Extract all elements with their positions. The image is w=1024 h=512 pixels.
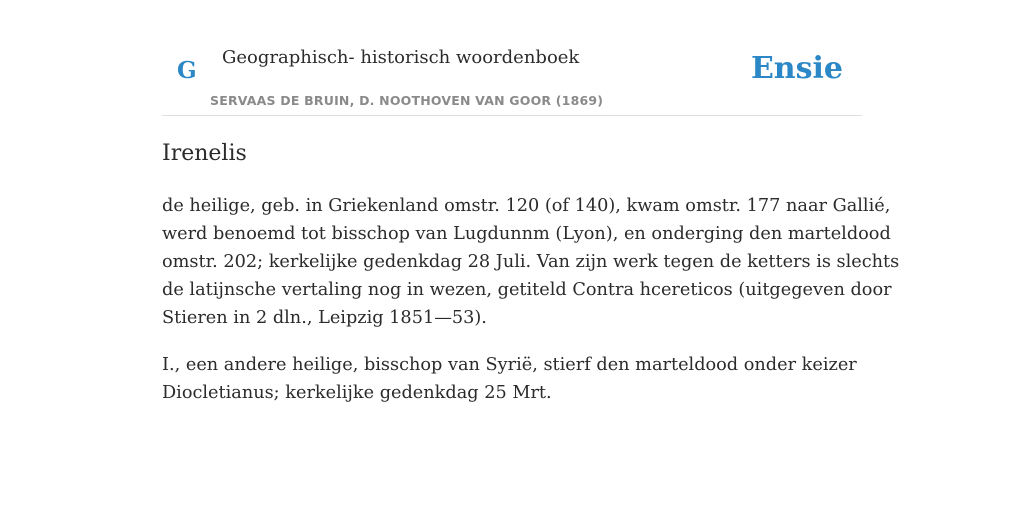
paragraph-line: Diocletianus; kerkelijke gedenkdag 25 Mrt. <box>162 383 552 403</box>
book-title-link[interactable]: Geographisch- historisch woordenboek <box>222 47 580 68</box>
paragraph-line: de latijnsche vertaling nog in wezen, getiteld Contra hcereticos (uitgegeven door <box>162 280 892 300</box>
paragraph-line: werd benoemd tot bisschop van Lugdunnm (Lyon), en onderging den marteldood <box>162 224 891 244</box>
entry-paragraph-2 <box>162 351 862 407</box>
paragraph-line: Stieren in 2 dln., Leipzig 1851—53). <box>162 308 487 328</box>
book-letter-icon[interactable]: G <box>177 57 197 84</box>
paragraph-line: omstr. 202; kerkelijke gedenkdag 28 Juli. Van zijn werk tegen de ketters is slechts <box>162 252 900 272</box>
ensie-logo-link[interactable]: Ensie <box>750 51 843 86</box>
paragraph-line: de heilige, geb. in Griekenland omstr. 120 (of 140), kwam omstr. 177 naar Gallié, <box>162 196 891 216</box>
book-authors: SERVAAS DE BRUIN, D. NOOTHOVEN VAN GOOR (1869) <box>210 93 604 108</box>
book-header <box>162 0 862 116</box>
page <box>162 0 900 403</box>
entry-title: Irenelis <box>162 141 247 166</box>
paragraph-line: I., een andere heilige, bisschop van Syrië, stierf den marteldood onder keizer <box>162 355 857 375</box>
entry-paragraph-1 <box>162 192 900 332</box>
